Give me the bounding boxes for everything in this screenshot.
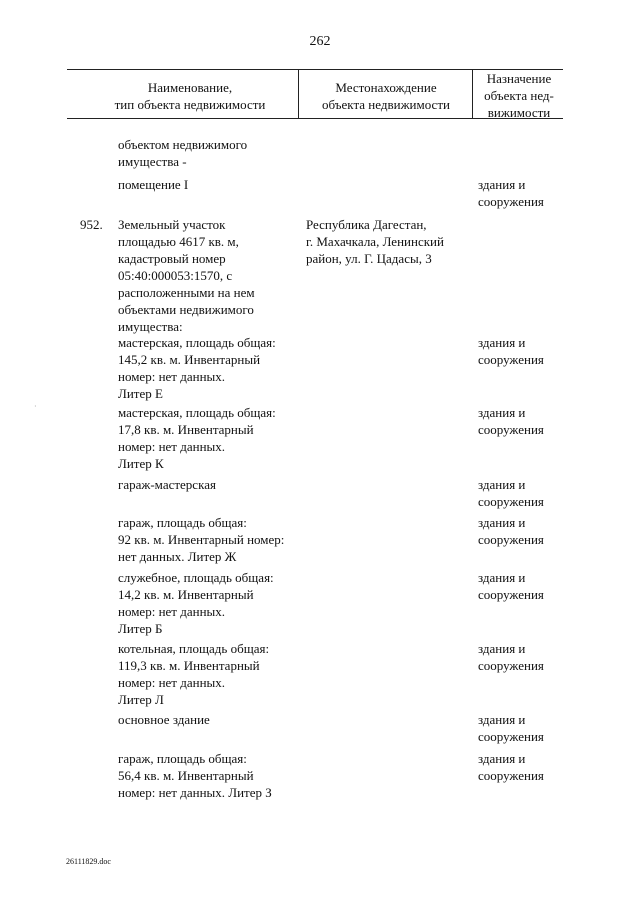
row-purpose: здания и сооружения: [478, 477, 544, 509]
row-purpose: здания и сооружения: [478, 405, 544, 437]
column-header-location: Местонахождение объекта недвижимости: [322, 80, 450, 112]
header-divider: [472, 69, 473, 118]
row-name: гараж-мастерская: [118, 477, 216, 492]
page-number: 262: [309, 34, 331, 49]
row-name: помещение I: [118, 177, 189, 192]
footer-filename: 26111829.doc: [66, 857, 111, 866]
row-purpose: здания и сооружения: [478, 177, 544, 209]
row-location: Республика Дагестан, г. Махачкала, Ленинский район, ул. Г. Цадасы, 3: [306, 217, 444, 266]
row-name: гараж, площадь общая: 56,4 кв. м. Инвентарный номер: нет данных. Литер З: [118, 751, 272, 800]
row-name: служебное, площадь общая: 14,2 кв. м. Инвентарный номер: нет данных. Литер Б: [118, 570, 274, 636]
row-name: котельная, площадь общая: 119,3 кв. м. Инвентарный номер: нет данных. Литер Л: [118, 641, 270, 707]
row-name: мастерская, площадь общая: 17,8 кв. м. Инвентарный номер: нет данных. Литер К: [118, 405, 276, 471]
row-name: Земельный участок площадью 4617 кв. м, кадастровый номер 05:40:000053:1570, с расположенными на нем объектами недвижимого имущества:: [118, 217, 255, 334]
margin-mark: ·: [34, 402, 37, 411]
row-purpose: здания и сооружения: [478, 515, 544, 547]
row-purpose: здания и сооружения: [478, 712, 544, 744]
row-name: основное здание: [118, 712, 210, 727]
row-purpose: здания и сооружения: [478, 335, 544, 367]
row-number: 952.: [80, 217, 103, 232]
row-purpose: здания и сооружения: [478, 751, 544, 783]
row-name: гараж, площадь общая: 92 кв. м. Инвентарный номер: нет данных. Литер Ж: [118, 515, 285, 564]
column-header-purpose: Назначение объекта нед- вижимости: [484, 71, 554, 120]
header-divider: [298, 69, 299, 118]
row-name: мастерская, площадь общая: 145,2 кв. м. Инвентарный номер: нет данных. Литер Е: [118, 335, 276, 401]
row-name: объектом недвижимого имущества -: [118, 137, 248, 169]
row-purpose: здания и сооружения: [478, 570, 544, 602]
column-header-name: Наименование, тип объекта недвижимости: [114, 80, 266, 112]
row-purpose: здания и сооружения: [478, 641, 544, 673]
